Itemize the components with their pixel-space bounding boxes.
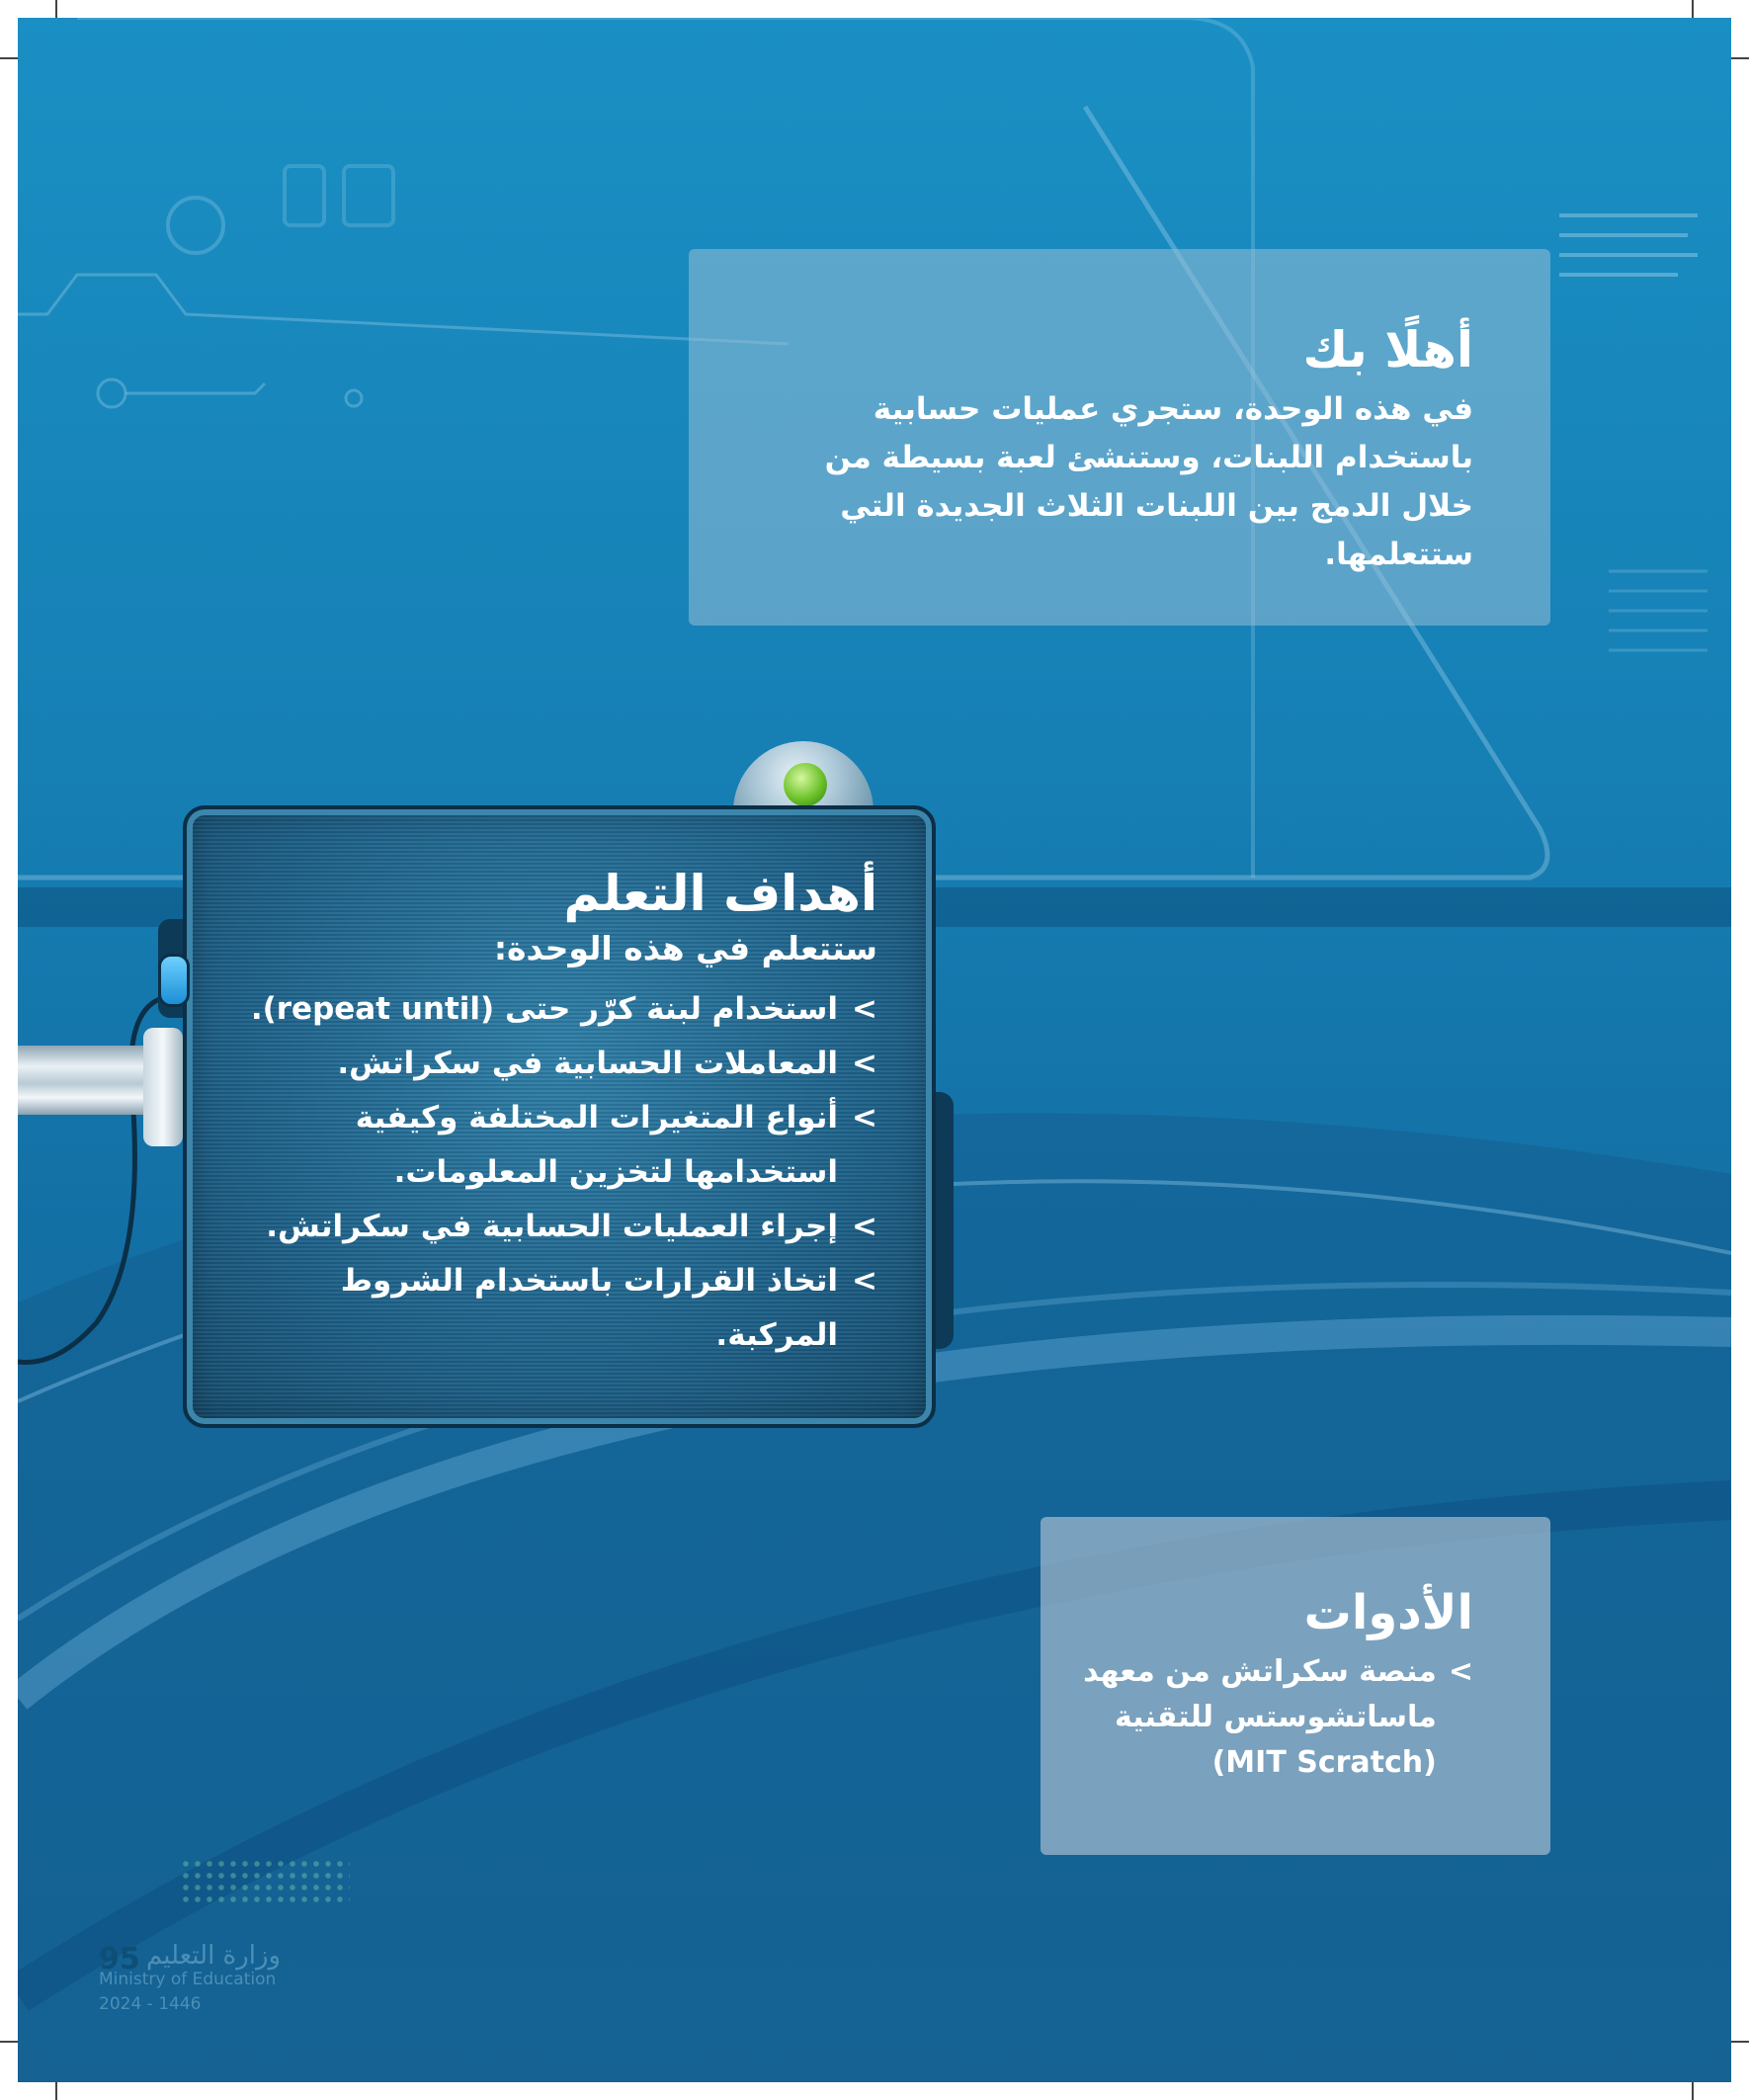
- ministry-name-arabic: وزارة التعليم: [146, 1941, 282, 1971]
- list-item: [226, 1200, 877, 1254]
- list-item: [226, 1254, 877, 1363]
- goal-text: أنواع المتغيرات المختلفة وكيفية استخدامها لتخزين المعلومات.: [355, 1100, 839, 1190]
- ministry-logo: [180, 1858, 350, 1907]
- robot-light: [784, 763, 827, 806]
- robot-pipe-cap: [143, 1028, 183, 1146]
- tools-panel: [1041, 1517, 1550, 1855]
- bullet-marker: >: [852, 1046, 877, 1081]
- goals-title: أهداف التعلم: [563, 865, 877, 922]
- ministry-name-english: Ministry of Education: [99, 1970, 277, 1989]
- page-number: 95: [99, 1942, 140, 1976]
- bullet-marker: >: [852, 991, 877, 1027]
- bullet-marker: >: [852, 1263, 877, 1299]
- bullet-marker: >: [852, 1209, 877, 1244]
- tool-text: منصة سكراتش من معهد ماساتشوستس للتقنية (MIT Scratch): [1083, 1654, 1437, 1780]
- bullet-marker: >: [1448, 1654, 1473, 1689]
- welcome-title: أهلًا بك: [1302, 321, 1473, 378]
- goal-text: المعاملات الحسابية في سكراتش.: [337, 1046, 839, 1081]
- goal-text: استخدام لبنة كرّر حتى (repeat until).: [250, 991, 839, 1027]
- list-item: [1070, 1649, 1473, 1786]
- learning-goals-panel: [183, 805, 936, 1428]
- goals-list: [226, 982, 877, 1363]
- robot-led: [158, 954, 190, 1007]
- welcome-panel: [689, 249, 1550, 626]
- list-item: [226, 982, 877, 1037]
- goal-text: إجراء العمليات الحسابية في سكراتش.: [266, 1209, 839, 1244]
- tools-title: الأدوات: [1303, 1585, 1473, 1640]
- list-item: [226, 1091, 877, 1200]
- goals-intro: ستتعلم في هذه الوحدة:: [493, 929, 877, 967]
- welcome-text: في هذه الوحدة، ستجري عمليات حسابية باستخدام اللبنات، وستنشئ لعبة بسيطة من خلال الدمج بين اللبنات الثلاث الجديدة التي ستتعلمها.: [824, 391, 1473, 572]
- goal-text: اتخاذ القرارات باستخدام الشروط المركبة.: [340, 1263, 839, 1353]
- list-item: [226, 1037, 877, 1091]
- bullet-marker: >: [852, 1100, 877, 1135]
- year-label: 2024 - 1446: [99, 1994, 202, 2014]
